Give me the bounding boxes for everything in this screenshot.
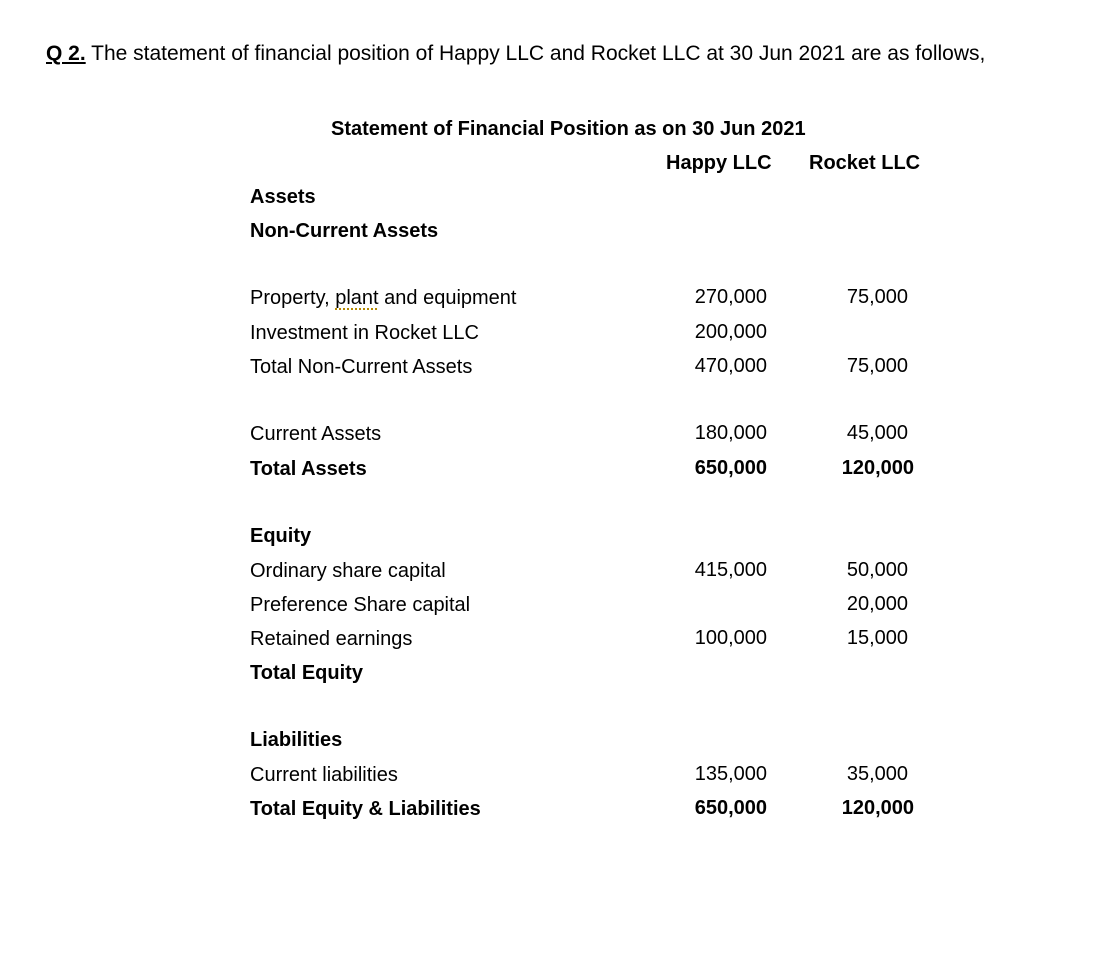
value-rocket-total-nca: 75,000 xyxy=(846,355,908,377)
question-line xyxy=(46,42,985,66)
section-non-current-assets: Non-Current Assets xyxy=(250,220,439,242)
value-rocket-ordinary: 50,000 xyxy=(846,559,908,581)
question-number: Q 2. xyxy=(46,42,86,65)
row-label-current-liabilities: Current liabilities xyxy=(250,764,398,786)
row-label-total-eq-liab: Total Equity & Liabilities xyxy=(250,798,481,820)
value-happy-investment: 200,000 xyxy=(694,321,767,343)
column-header-happy: Happy LLC xyxy=(666,152,772,174)
value-rocket-total-eq-liab: 120,000 xyxy=(841,797,914,819)
question-text: The statement of financial position of Happy LLC and Rocket LLC at 30 Jun 2021 are as follows, xyxy=(85,42,986,65)
value-rocket-ppe: 75,000 xyxy=(846,286,908,308)
value-happy-retained: 100,000 xyxy=(694,627,767,649)
row-label-preference: Preference Share capital xyxy=(250,594,471,616)
row-label-investment: Investment in Rocket LLC xyxy=(250,322,479,344)
value-happy-current-assets: 180,000 xyxy=(694,422,767,444)
value-rocket-current-assets: 45,000 xyxy=(846,422,908,444)
statement-title: Statement of Financial Position as on 30 Jun 2021 xyxy=(331,118,806,140)
ppe-label-part: and equipment xyxy=(378,287,517,309)
value-happy-total-nca: 470,000 xyxy=(694,355,767,377)
row-label-total-assets: Total Assets xyxy=(250,458,367,480)
row-label-total-nca: Total Non-Current Assets xyxy=(250,356,473,378)
value-rocket-retained: 15,000 xyxy=(846,627,908,649)
value-happy-ppe: 270,000 xyxy=(694,286,767,308)
value-happy-ordinary: 415,000 xyxy=(694,559,767,581)
value-happy-current-liabilities: 135,000 xyxy=(694,763,767,785)
row-label-ppe xyxy=(250,287,516,310)
ppe-label-spellcheck-word: plant xyxy=(335,287,379,309)
value-rocket-total-assets: 120,000 xyxy=(841,457,914,479)
row-label-current-assets: Current Assets xyxy=(250,423,382,445)
row-label-ordinary: Ordinary share capital xyxy=(250,560,446,582)
row-label-total-equity: Total Equity xyxy=(250,662,363,684)
section-equity: Equity xyxy=(250,525,312,547)
column-header-rocket: Rocket LLC xyxy=(809,152,921,174)
section-assets: Assets xyxy=(250,186,316,208)
value-happy-total-eq-liab: 650,000 xyxy=(694,797,767,819)
value-happy-total-assets: 650,000 xyxy=(694,457,767,479)
value-rocket-preference: 20,000 xyxy=(846,593,908,615)
row-label-retained: Retained earnings xyxy=(250,628,413,650)
section-liabilities: Liabilities xyxy=(250,729,343,751)
value-rocket-current-liabilities: 35,000 xyxy=(846,763,908,785)
ppe-label-part: Property, xyxy=(250,287,336,309)
